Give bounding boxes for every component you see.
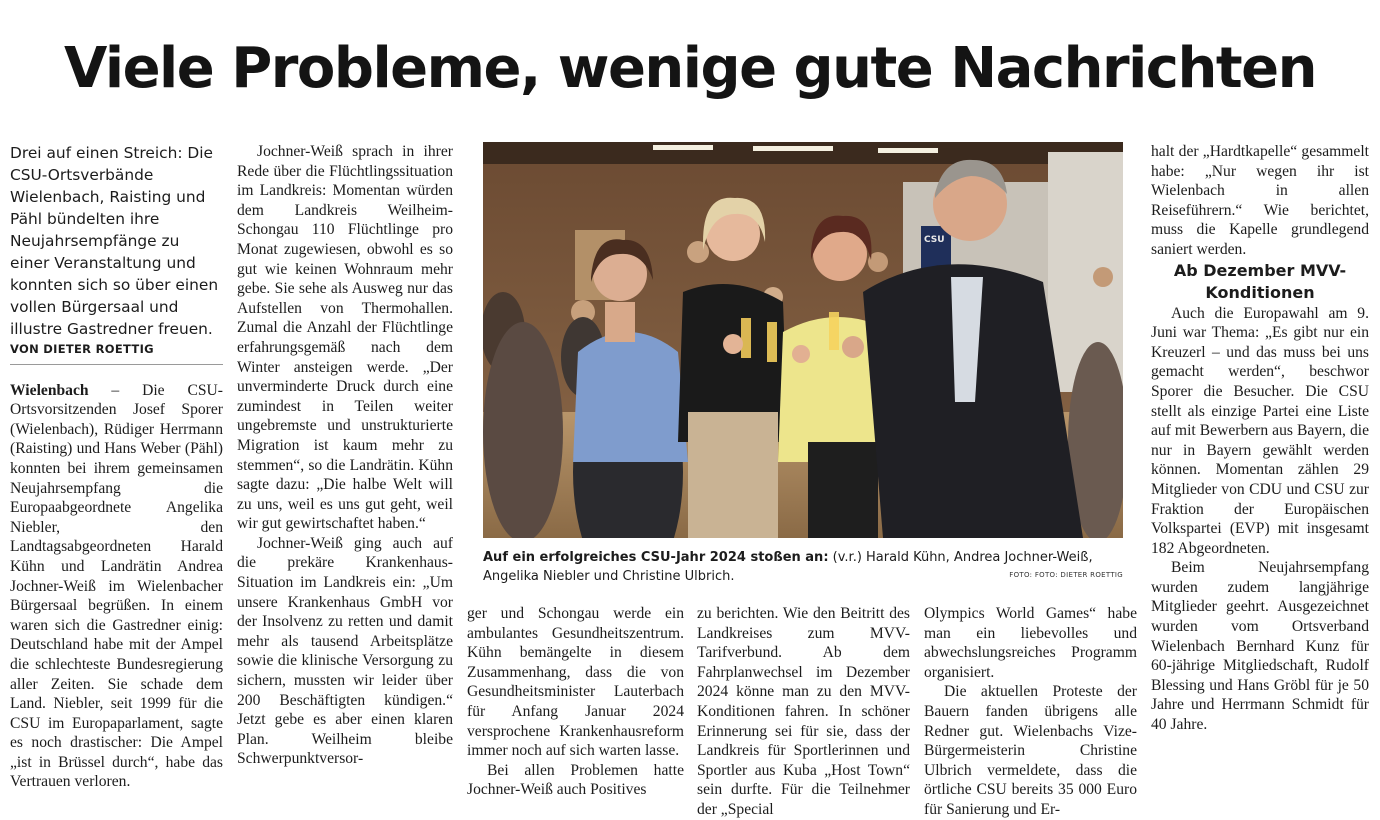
article-column-1 (10, 142, 223, 792)
headline: Viele Probleme, wenige gute Nachrichten (64, 36, 1316, 101)
event-photo-illustration (483, 142, 1123, 538)
paragraph-hospital: Jochner-Weiß ging auch auf die prekäre Krankenhaus-Situation im Landkreis ein: „Um unsere Krankenhaus GmbH vor der Insolvenz zu retten und damit mehr als tausend Arbeitsplätze sowie die klinische Versorgung zu sichern, mussten wir leider über 200 Beschäftigten kündigen.“ Jetzt gebe es aber einen klaren Plan. Weilheim bleibe Schwerpunktversor- (237, 534, 453, 768)
paragraph-refugees: Jochner-Weiß sprach in ihrer Rede über die Flüchtlingssituation im Landkreis: Momentan würden dem Landkreis Weilheim-Schongau 110 Flüchtlinge pro Monat zugewiesen, obwohl es so gut wie keinen Wohnraum mehr gebe. Sie sehe als Ausweg nur das Aufstellen von Thermohallen. Zumal die Anzahl der Flüchtlinge erfahrungsgemäß nach dem Winter ansteigen werde. „Der unverminderte Druck durch eine zumindest in Teilen weiter ungebremste und unstrukturierte Migration ist kaum mehr zu stemmen“, so die Landrätin. Kühn sagte dazu: „Die halbe Welt will zu uns, weil es uns gut geht, weil wir gut gewirtschaftet haben.“ (237, 143, 453, 533)
csu-sign: CSU (924, 235, 945, 245)
paragraph-chapel: halt der „Hardtkapelle“ gesammelt habe: „Nur wegen ihr ist Wielenbach in allen Reiseführern.“ Wie berichtet, muss die Kapelle grundlegend saniert werden. (1151, 143, 1369, 258)
dateline: Wielenbach (10, 381, 89, 399)
caption-heading: Auf ein erfolgreiches CSU-Jahr 2024 stoßen an: (483, 550, 829, 565)
subheading: Ab Dezember MVV-Konditionen (1173, 260, 1347, 302)
paragraph-health-center: ger und Schongau werde ein ambulantes Gesundheitszentrum. Kühn bemängelte in diesem Zusammenhang, dass die von Gesundheitsminister Lauterbach für Anfang Januar 2024 versprochene Krankenhausreform immer noch auf sich warten lasse. (467, 605, 684, 760)
article-column-6 (1151, 142, 1369, 735)
photo-caption (483, 548, 1123, 586)
article-column-5 (924, 604, 1137, 820)
article-column-4 (697, 604, 910, 820)
paragraph-special-olympics: Olympics World Games“ habe man ein liebevolles und abwechslungsreiches Programm organisiert. (924, 605, 1137, 681)
photo-credit: FOTO: FOTO: DIETER ROETTIG (1009, 571, 1123, 579)
article-lead: Drei auf einen Streich: Die CSU-Ortsverbände Wielenbach, Raisting und Pähl bündelten ihre Neujahrsempfänge zu einer Veranstaltung und konnten sich so über einen vollen Bürgersaal und illustre Gastredner freuen. (10, 144, 219, 338)
byline: VON DIETER ROETTIG (10, 340, 223, 365)
paragraph-mvv: zu berichten. Wie den Beitritt des Landkreises zum MVV-Tarifverbund. Ab dem Fahrplanwechsel im Dezember 2024 könne man zu den MVV-Konditionen fahren. In schöner Erinnerung sei für sie, dass der Landkreis für Sportlerinnen und Sportler aus Kuba „Host Town“ sein durfte. Für die Teilnehmer der „Special (697, 605, 910, 818)
paragraph-europe: Auch die Europawahl am 9. Juni war Thema: „Es gibt nur ein Kreuzerl – und das muss bei uns gemacht werden“, beschwor Sporer die Besucher. Die CSU stellt als einzige Partei eine Liste auf mit Bewerbern aus Bayern, die nur in Bayern gewählt werden können. Momentan zählen 29 Mitglieder von CDU und CSU zur Fraktion der Europäischen Volkspartei (EVP) mit insgesamt 182 Abgeordneten. (1151, 304, 1369, 557)
paragraph-intro: Wielenbach – Die CSU-Ortsvorsitzenden Josef Sporer (Wielenbach), Rüdiger Herrmann (Raisting) und Hans Weber (Pähl) konnten bei ihrem gemeinsamen Neujahrsempfang die Europaabgeordnete Angelika Niebler, den Landtagsabgeordneten Harald Kühn und Landrätin Andrea Jochner-Weiß im Wielenbacher Bürgersaal begrüßen. In einem waren sich die Gastredner einig: Deutschland habe mit der Ampel die schlechteste Bundesregierung aller Zeiten. Sie schade dem Land. Niebler, seit 1999 für die CSU im Europaparlament, sagte es noch drastischer: Die Ampel „ist in Brüssel durch“, habe das Vertrauen verloren. (10, 381, 223, 791)
paragraph-farmers: Die aktuellen Proteste der Bauern fanden übrigens alle Redner gut. Wielenbachs Vize-Bürgermeisterin Christine Ulbrich vermeldete, dass die örtliche CSU bereits 35 000 Euro für Sanierung und Er- (924, 683, 1137, 818)
article-photo (483, 142, 1123, 538)
paragraph-positives: Bei allen Problemen hatte Jochner-Weiß auch Positives (467, 761, 684, 799)
caption-text: (v.r.) Harald Kühn, Andrea Jochner-Weiß, Angelika Niebler und Christine Ulbrich. (483, 550, 1093, 584)
article-column-3 (467, 604, 684, 800)
paragraph-honors: Beim Neujahrsempfang wurden zudem langjährige Mitglieder geehrt. Ausgezeichnet wurden vom Ortsverband Wielenbach Bernhard Kunz für 60-jährige Mitgliedschaft, Rudolf Blessing und Hans Gröbl für je 50 Jahre und Herrmann Schmidt für 40 Jahre. (1151, 559, 1369, 734)
article-column-2 (237, 142, 453, 769)
